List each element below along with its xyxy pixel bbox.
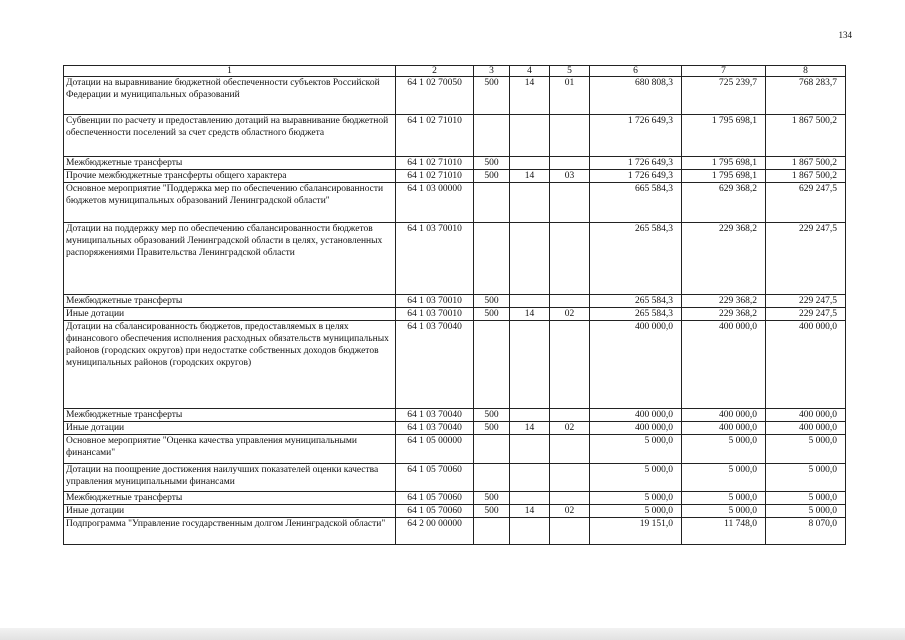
row-rz: 14 — [510, 170, 550, 183]
row-year3: 5 000,0 — [766, 505, 846, 518]
row-rz: 14 — [510, 505, 550, 518]
row-year1: 400 000,0 — [590, 409, 682, 422]
row-rz — [510, 157, 550, 170]
table-row — [64, 464, 846, 492]
row-name: Прочие межбюджетные трансферты общего характера — [64, 170, 396, 183]
row-pr — [550, 295, 590, 308]
table-row — [64, 492, 846, 505]
row-name: Основное мероприятие "Поддержка мер по обеспечению сбалансированности бюджетов муниципальных образований Ленинградской области" — [64, 183, 396, 223]
row-year1: 5 000,0 — [590, 435, 682, 464]
row-name: Иные дотации — [64, 422, 396, 435]
table-row — [64, 157, 846, 170]
row-vr: 500 — [474, 157, 510, 170]
column-header: 2 — [396, 66, 474, 77]
row-vr — [474, 518, 510, 545]
row-year3: 5 000,0 — [766, 435, 846, 464]
row-year3: 400 000,0 — [766, 321, 846, 409]
row-year2: 1 795 698,1 — [682, 157, 766, 170]
table-row — [64, 435, 846, 464]
row-name: Межбюджетные трансферты — [64, 157, 396, 170]
row-year1: 1 726 649,3 — [590, 170, 682, 183]
row-year3: 229 247,5 — [766, 223, 846, 295]
row-code: 64 1 03 70010 — [396, 308, 474, 321]
row-vr — [474, 115, 510, 157]
row-pr — [550, 157, 590, 170]
row-code: 64 1 02 71010 — [396, 170, 474, 183]
row-pr — [550, 409, 590, 422]
column-header: 5 — [550, 66, 590, 77]
row-vr: 500 — [474, 170, 510, 183]
row-name: Дотации на поощрение достижения наилучших показателей оценки качества управления муниципальными финансами — [64, 464, 396, 492]
row-pr: 02 — [550, 308, 590, 321]
row-code: 64 1 02 70050 — [396, 77, 474, 115]
table-row — [64, 223, 846, 295]
row-year1: 1 726 649,3 — [590, 115, 682, 157]
row-year3: 229 247,5 — [766, 295, 846, 308]
row-year1: 5 000,0 — [590, 492, 682, 505]
table-row — [64, 505, 846, 518]
row-year2: 725 239,7 — [682, 77, 766, 115]
row-pr — [550, 518, 590, 545]
table-header-row — [64, 66, 846, 77]
row-year3: 8 070,0 — [766, 518, 846, 545]
row-year1: 400 000,0 — [590, 321, 682, 409]
page-number: 134 — [838, 30, 852, 40]
row-code: 64 1 02 71010 — [396, 115, 474, 157]
row-year2: 400 000,0 — [682, 422, 766, 435]
row-name: Межбюджетные трансферты — [64, 295, 396, 308]
row-vr — [474, 464, 510, 492]
row-year1: 265 584,3 — [590, 223, 682, 295]
row-year2: 5 000,0 — [682, 464, 766, 492]
column-header: 6 — [590, 66, 682, 77]
row-rz: 14 — [510, 422, 550, 435]
row-year1: 19 151,0 — [590, 518, 682, 545]
row-year1: 265 584,3 — [590, 295, 682, 308]
row-code: 64 1 03 70040 — [396, 422, 474, 435]
row-year2: 400 000,0 — [682, 409, 766, 422]
row-year1: 400 000,0 — [590, 422, 682, 435]
row-code: 64 1 05 70060 — [396, 505, 474, 518]
row-year2: 629 368,2 — [682, 183, 766, 223]
row-pr — [550, 321, 590, 409]
row-pr: 02 — [550, 422, 590, 435]
row-rz — [510, 492, 550, 505]
row-vr — [474, 223, 510, 295]
table-row — [64, 183, 846, 223]
table-row — [64, 518, 846, 545]
row-pr — [550, 223, 590, 295]
row-year3: 5 000,0 — [766, 464, 846, 492]
row-vr: 500 — [474, 422, 510, 435]
row-name: Межбюджетные трансферты — [64, 492, 396, 505]
row-vr: 500 — [474, 409, 510, 422]
column-header: 7 — [682, 66, 766, 77]
row-year3: 400 000,0 — [766, 409, 846, 422]
row-code: 64 1 02 71010 — [396, 157, 474, 170]
table-row — [64, 308, 846, 321]
row-year2: 229 368,2 — [682, 295, 766, 308]
row-code: 64 1 05 00000 — [396, 435, 474, 464]
row-rz — [510, 409, 550, 422]
row-pr: 01 — [550, 77, 590, 115]
row-rz — [510, 518, 550, 545]
row-year2: 5 000,0 — [682, 435, 766, 464]
row-name: Дотации на сбалансированность бюджетов, предоставляемых в целях финансового обеспечения исполнения расходных обязательств муниципальных районов (городских округов) при недостатке собственных доходов бюджетов муниципальных районов (городских округов) — [64, 321, 396, 409]
column-header: 4 — [510, 66, 550, 77]
table-row — [64, 321, 846, 409]
row-code: 64 1 03 70040 — [396, 321, 474, 409]
row-year2: 1 795 698,1 — [682, 115, 766, 157]
row-vr — [474, 183, 510, 223]
table-row — [64, 115, 846, 157]
row-code: 64 1 05 70060 — [396, 492, 474, 505]
row-vr — [474, 435, 510, 464]
row-vr: 500 — [474, 295, 510, 308]
row-pr: 02 — [550, 505, 590, 518]
row-name: Межбюджетные трансферты — [64, 409, 396, 422]
table-row — [64, 170, 846, 183]
scan-edge — [0, 628, 905, 640]
row-name: Дотации на поддержку мер по обеспечению сбалансированности бюджетов муниципальных образований Ленинградской области в целях, установленных распоряжениями Правительства Ленинградской области — [64, 223, 396, 295]
row-code: 64 1 03 70010 — [396, 223, 474, 295]
table-row — [64, 409, 846, 422]
row-pr — [550, 115, 590, 157]
table-row — [64, 422, 846, 435]
row-year2: 1 795 698,1 — [682, 170, 766, 183]
row-pr — [550, 464, 590, 492]
row-year1: 5 000,0 — [590, 505, 682, 518]
row-year2: 5 000,0 — [682, 492, 766, 505]
row-year2: 400 000,0 — [682, 321, 766, 409]
row-year2: 229 368,2 — [682, 223, 766, 295]
row-pr — [550, 435, 590, 464]
row-name: Иные дотации — [64, 505, 396, 518]
row-year2: 229 368,2 — [682, 308, 766, 321]
row-year2: 11 748,0 — [682, 518, 766, 545]
row-vr: 500 — [474, 505, 510, 518]
row-name: Субвенции по расчету и предоставлению дотаций на выравнивание бюджетной обеспеченности поселений за счет средств областного бюджета — [64, 115, 396, 157]
column-header: 3 — [474, 66, 510, 77]
table-row — [64, 295, 846, 308]
row-pr — [550, 492, 590, 505]
row-year1: 680 808,3 — [590, 77, 682, 115]
row-year3: 5 000,0 — [766, 492, 846, 505]
row-code: 64 1 03 70040 — [396, 409, 474, 422]
row-year2: 5 000,0 — [682, 505, 766, 518]
row-year3: 400 000,0 — [766, 422, 846, 435]
row-rz — [510, 295, 550, 308]
row-year1: 5 000,0 — [590, 464, 682, 492]
row-year3: 229 247,5 — [766, 308, 846, 321]
row-vr: 500 — [474, 308, 510, 321]
row-name: Основное мероприятие "Оценка качества управления муниципальными финансами" — [64, 435, 396, 464]
budget-table — [63, 65, 846, 545]
row-vr: 500 — [474, 492, 510, 505]
row-vr — [474, 321, 510, 409]
row-rz: 14 — [510, 308, 550, 321]
row-name: Подпрограмма "Управление государственным долгом Ленинградской области" — [64, 518, 396, 545]
row-year1: 265 584,3 — [590, 308, 682, 321]
row-code: 64 1 03 00000 — [396, 183, 474, 223]
row-name: Иные дотации — [64, 308, 396, 321]
column-header: 8 — [766, 66, 846, 77]
row-rz — [510, 435, 550, 464]
row-rz — [510, 464, 550, 492]
row-rz — [510, 183, 550, 223]
row-year1: 665 584,3 — [590, 183, 682, 223]
row-pr: 03 — [550, 170, 590, 183]
row-rz — [510, 115, 550, 157]
row-year3: 629 247,5 — [766, 183, 846, 223]
row-code: 64 2 00 00000 — [396, 518, 474, 545]
row-name: Дотации на выравнивание бюджетной обеспеченности субъектов Российской Федерации и муниципальных образований — [64, 77, 396, 115]
row-pr — [550, 183, 590, 223]
row-code: 64 1 05 70060 — [396, 464, 474, 492]
row-year3: 768 283,7 — [766, 77, 846, 115]
column-header: 1 — [64, 66, 396, 77]
row-vr: 500 — [474, 77, 510, 115]
row-rz: 14 — [510, 77, 550, 115]
row-year1: 1 726 649,3 — [590, 157, 682, 170]
row-rz — [510, 321, 550, 409]
table-row — [64, 77, 846, 115]
row-rz — [510, 223, 550, 295]
row-year3: 1 867 500,2 — [766, 170, 846, 183]
row-code: 64 1 03 70010 — [396, 295, 474, 308]
row-year3: 1 867 500,2 — [766, 157, 846, 170]
row-year3: 1 867 500,2 — [766, 115, 846, 157]
